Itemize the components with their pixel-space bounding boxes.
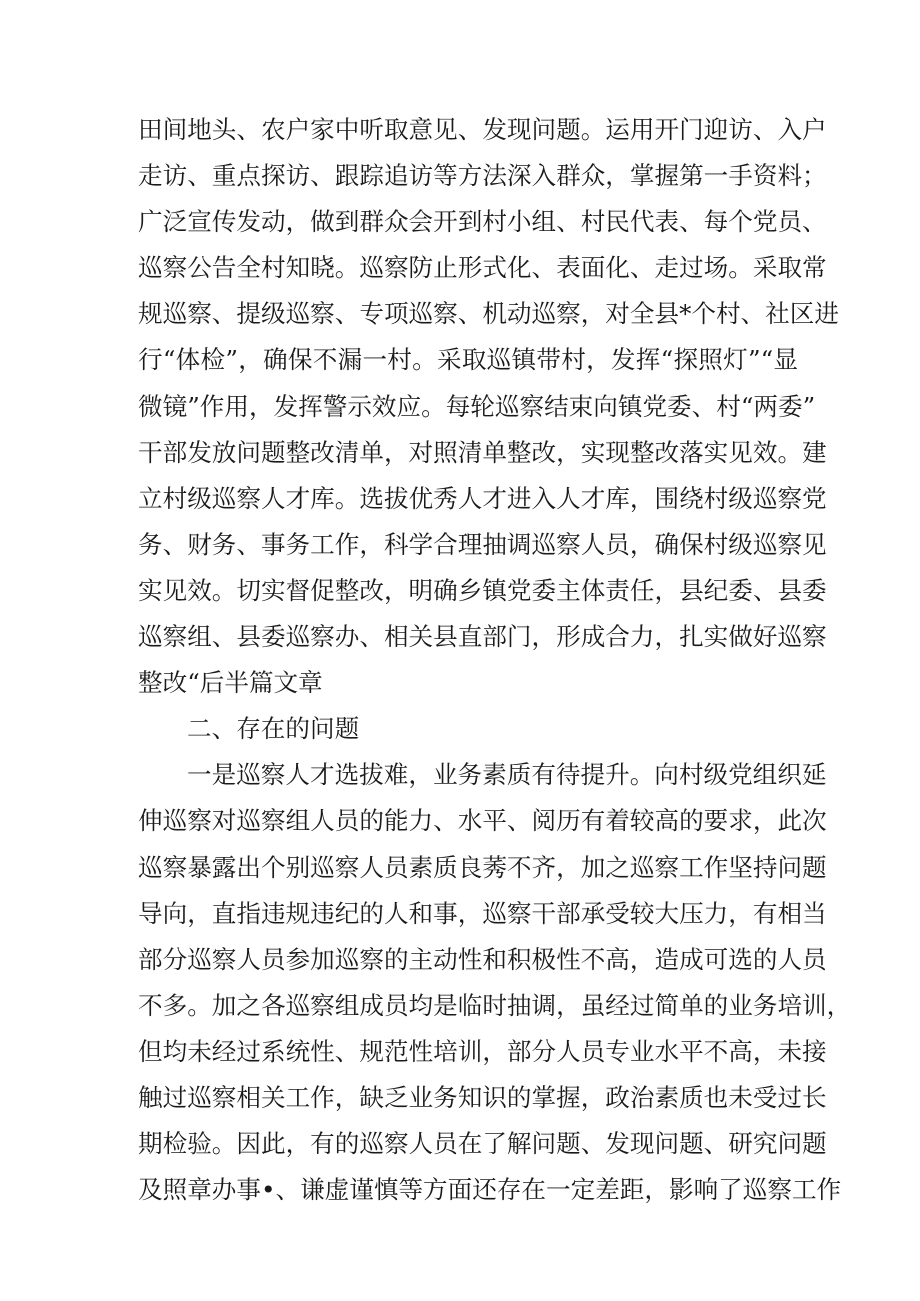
paragraph-problems [138,752,852,1213]
text-line: 规巡察、提级巡察、专项巡察、机动巡察，对全县*个村、社区进 [138,299,839,329]
text-line: 期检验。因此，有的巡察人员在了解问题、发现问题、研究问题 [138,1129,827,1159]
text-line: 广泛宣传发动，做到群众会开到村小组、村民代表、每个党员、 [138,207,827,237]
text-line: 立村级巡察人才库。选拔优秀人才进入人才库，围绕村级巡察党 [138,483,827,513]
section-heading: 二、存在的问题 [187,714,360,744]
text-line: 但均未经过系统性、规范性培训，部分人员专业水平不高，未接 [138,1036,827,1066]
paragraph-continued [138,107,839,706]
text-line: 整改“后半篇文章 [138,668,323,698]
text-line: 及照章办事•、谦虚谨慎等方面还存在一定差距，影响了巡察工作 [138,1175,842,1205]
text-line: 巡察暴露出个别巡察人员素质良莠不齐，加之巡察工作坚持问题 [138,852,827,882]
text-line: 干部发放问题整改清单，对照清单整改，实现整改落实见效。建 [138,437,827,467]
text-line: 实见效。切实督促整改，明确乡镇党委主体责任，县纪委、县委 [138,575,827,605]
text-line: 导向，直指违规违纪的人和事，巡察干部承受较大压力，有相当 [138,898,827,928]
text-line: 走访、重点探访、跟踪追访等方法深入群众，掌握第一手资料； [138,161,827,191]
text-line: 微镜”作用，发挥警示效应。每轮巡察结束向镇党委、村“两委” [138,391,816,421]
text-line: 部分巡察人员参加巡察的主动性和积极性不高，造成可选的人员 [138,944,827,974]
text-line: 巡察公告全村知晓。巡察防止形式化、表面化、走过场。采取常 [138,253,827,283]
text-line: 田间地头、农户家中听取意见、发现问题。运用开门迎访、入户 [138,115,827,144]
text-line: 不多。加之各巡察组成员均是临时抽调，虽经过简单的业务培训， [138,990,852,1020]
text-line: 触过巡察相关工作，缺乏业务知识的掌握，政治素质也未受过长 [138,1082,827,1112]
text-line: 务、财务、事务工作，科学合理抽调巡察人员，确保村级巡察见 [138,529,827,559]
text-line: 巡察组、县委巡察办、相关县直部门，形成合力，扎实做好巡察 [138,622,827,652]
text-line: 行“体检”，确保不漏一村。采取巡镇带村，发挥“探照灯”“显 [138,345,798,375]
body-text [138,107,852,1213]
text-line: 一是巡察人才选拔难，业务素质有待提升。向村级党组织延 [187,760,827,790]
text-line: 伸巡察对巡察组人员的能力、水平、阅历有着较高的要求，此次 [138,806,827,836]
